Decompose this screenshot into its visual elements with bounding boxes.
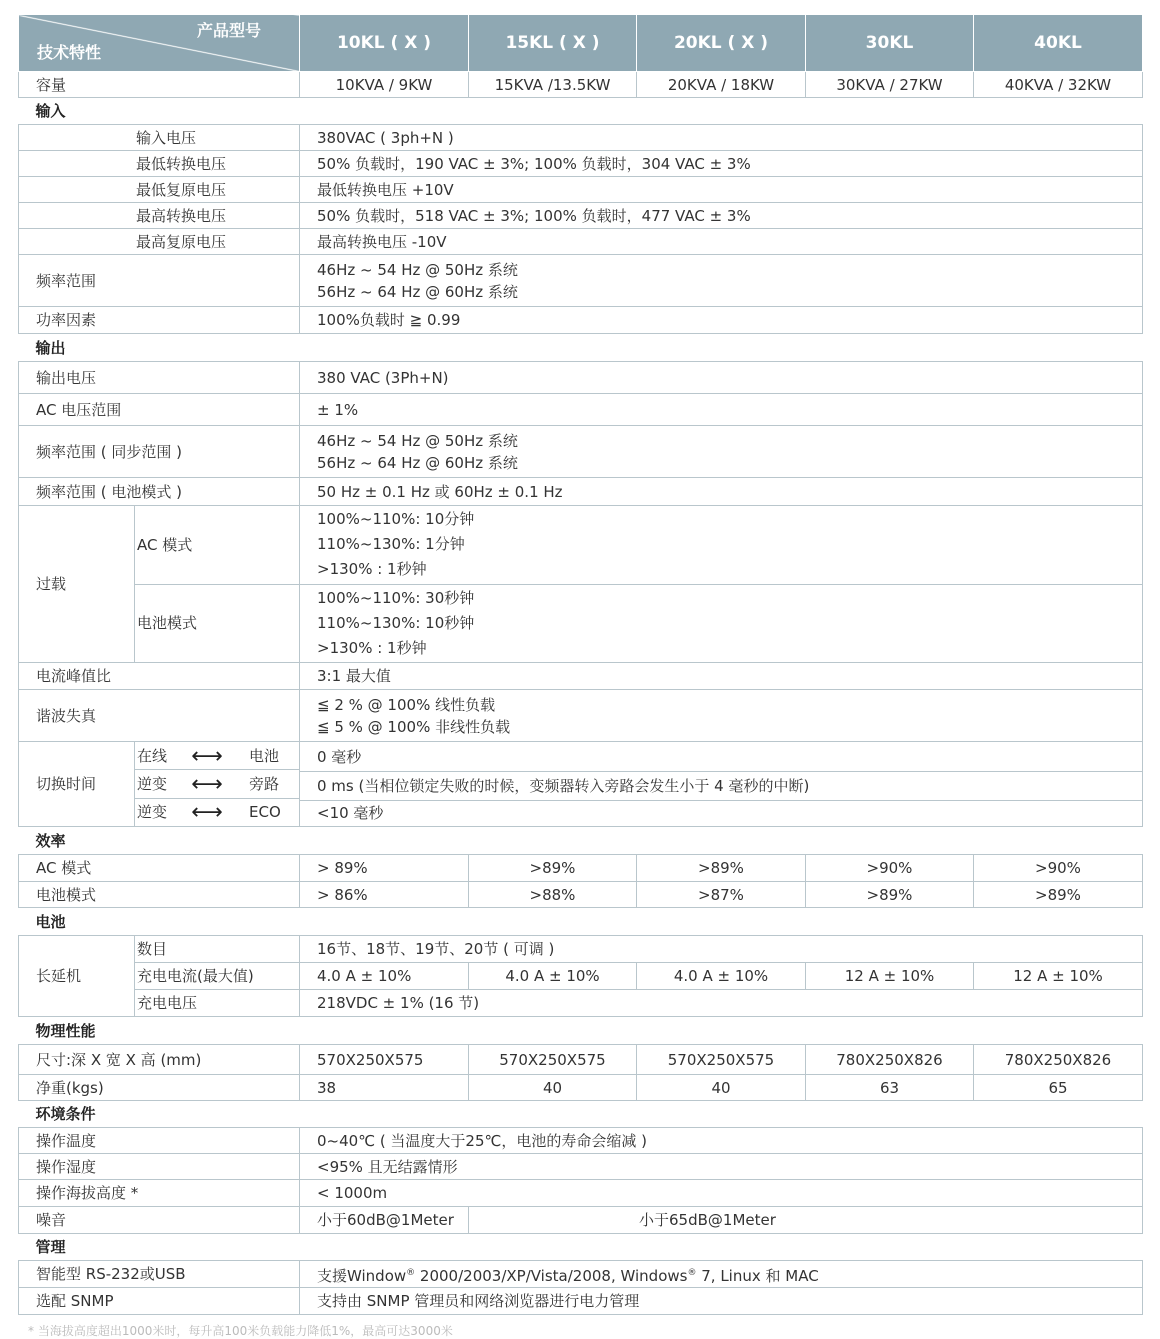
smart-rs232-row [19, 1261, 1143, 1288]
model-header-40kl: 40KL [974, 15, 1143, 72]
spec-value: 支持由 SNMP 管理员和网络浏览器进行电力管理 [300, 1288, 1143, 1315]
spec-value: 780X250X826 [806, 1045, 974, 1075]
spec-value [300, 255, 1143, 307]
transfer-label-cell [19, 742, 300, 827]
section-battery [19, 908, 1143, 936]
spec-value: 小于60dB@1Meter [300, 1207, 469, 1234]
spec-label: 频率范围 [19, 255, 300, 307]
spec-label: 最高复原电压 [19, 229, 300, 255]
spec-label: 噪音 [19, 1207, 300, 1234]
bidirectional-arrow-icon: ⟷ [191, 800, 223, 826]
spec-label: 净重(kgs) [19, 1075, 300, 1101]
capacity-value: 10KVA / 9KW [300, 72, 469, 98]
footnote: * 当海拔高度超出1000米时，每升高100米负载能力降低1%，最高可达3000米 [28, 1324, 453, 1338]
section-physical [19, 1017, 1143, 1045]
battery-count-row [19, 936, 1143, 963]
sub-label: 充电电压 [137, 994, 198, 1012]
spec-label: 切换时间 [19, 742, 135, 826]
spec-label: 操作温度 [19, 1128, 300, 1154]
min-transfer-voltage-row [19, 151, 1143, 177]
spec-label: 频率范围 ( 电池模式 ) [19, 478, 300, 506]
operating-temp-row [19, 1128, 1143, 1154]
value-line: ≦ 5 % @ 100% 非线性负载 [317, 717, 511, 736]
value-line: 110%~130%: 10秒钟 [317, 613, 475, 632]
spec-value: 570X250X575 [637, 1045, 806, 1075]
capacity-value: 40KVA / 32KW [974, 72, 1143, 98]
spec-value: <95% 且无结露情形 [300, 1154, 1143, 1180]
output-voltage-row [19, 362, 1143, 394]
spec-value: 38 [300, 1075, 469, 1101]
value-line: ≦ 2 % @ 100% 线性负载 [317, 695, 496, 714]
spec-value: 4.0 A ± 10% [300, 963, 469, 989]
capacity-value: 30KVA / 27KW [806, 72, 974, 98]
altitude-row [19, 1180, 1143, 1207]
transfer-from: 逆变 [137, 774, 168, 793]
capacity-value: 15KVA /13.5KW [469, 72, 637, 98]
spec-value: >89% [974, 882, 1143, 908]
spec-value: 380 VAC (3Ph+N) [300, 362, 1143, 394]
spec-value: 63 [806, 1075, 974, 1101]
spec-value: 0~40℃ ( 当温度大于25℃，电池的寿命会缩减 ) [300, 1128, 1143, 1154]
spec-value: >89% [806, 882, 974, 908]
spec-label: AC 模式 [19, 855, 300, 882]
input-voltage-row [19, 125, 1143, 151]
model-header-10kl: 10KL ( X ) [300, 15, 469, 72]
bidirectional-arrow-icon: ⟷ [191, 743, 223, 769]
spec-value: 12 A ± 10% [806, 963, 974, 989]
model-header-15kl: 15KL ( X ) [469, 15, 637, 72]
transfer-mode [135, 799, 299, 826]
section-efficiency [19, 827, 1143, 855]
spec-value [300, 1261, 1143, 1288]
spec-value: >89% [637, 855, 806, 882]
ac-voltage-range-row [19, 394, 1143, 426]
spec-value: 最高转换电压 -10V [300, 229, 1143, 255]
section-title: 管理 [19, 1234, 1143, 1261]
capacity-label: 容量 [19, 72, 300, 98]
value-line: >130% : 1秒钟 [317, 560, 427, 579]
overload-ac-row [19, 506, 1143, 585]
value-line: 46Hz ~ 54 Hz @ 50Hz 系统 [317, 431, 518, 450]
tech-spec-label: 技术特性 [37, 43, 102, 62]
capacity-row [19, 72, 1143, 98]
header-corner-cell [19, 15, 300, 72]
crest-factor-row [19, 663, 1143, 690]
spec-label: 频率范围 ( 同步范围 ) [19, 426, 300, 478]
section-environment [19, 1101, 1143, 1128]
sub-label: 电池模式 [137, 614, 198, 633]
registered-mark: ® [406, 1267, 416, 1278]
section-title: 物理性能 [19, 1017, 1143, 1045]
value-line: 100%~110%: 30秒钟 [317, 588, 475, 607]
model-header-20kl: 20KL ( X ) [637, 15, 806, 72]
spec-value: < 1000m [300, 1180, 1143, 1207]
spec-value: 218VDC ± 1% (16 节) [300, 989, 1143, 1016]
spec-label: 电池模式 [19, 882, 300, 908]
section-title: 电池 [19, 908, 1143, 936]
spec-value: >89% [469, 855, 637, 882]
spec-label: 过载 [19, 506, 135, 662]
spec-label: 功率因素 [19, 307, 300, 334]
output-freq-battery-row [19, 478, 1143, 506]
max-transfer-voltage-row [19, 203, 1143, 229]
spec-value: 570X250X575 [300, 1045, 469, 1075]
sub-label: AC 模式 [135, 506, 299, 585]
transfer-from: 逆变 [137, 803, 168, 822]
section-output [19, 334, 1143, 362]
transfer-to: 旁路 [249, 774, 280, 793]
spec-value: >90% [806, 855, 974, 882]
bidirectional-arrow-icon: ⟷ [191, 771, 223, 797]
spec-value: > 86% [300, 882, 469, 908]
value-line: >130% : 1秒钟 [317, 638, 427, 657]
spec-value: 40 [469, 1075, 637, 1101]
snmp-row [19, 1288, 1143, 1315]
spec-value [300, 426, 1143, 478]
spec-value: 100%负载时 ≧ 0.99 [300, 307, 1143, 334]
weight-row [19, 1075, 1143, 1101]
section-title: 输出 [19, 334, 1143, 362]
value-line: 56Hz ~ 64 Hz @ 60Hz 系统 [317, 453, 518, 472]
transfer-from: 在线 [137, 746, 168, 765]
max-recovery-voltage-row [19, 229, 1143, 255]
transfer-to: 电池 [249, 746, 280, 765]
spec-value: > 89% [300, 855, 469, 882]
value-line: 56Hz ~ 64 Hz @ 60Hz 系统 [317, 282, 518, 301]
dimensions-row [19, 1045, 1143, 1075]
value-text: 7, Linux 和 MAC [696, 1266, 819, 1285]
noise-row [19, 1207, 1143, 1234]
power-factor-row [19, 307, 1143, 334]
sub-label: 数目 [135, 936, 299, 963]
thd-row [19, 690, 1143, 742]
section-title: 输入 [19, 98, 1143, 125]
transfer-to: ECO [249, 803, 281, 822]
header-row [19, 15, 1143, 72]
spec-label: 智能型 RS-232或USB [19, 1261, 300, 1288]
battery-label-cell [19, 936, 300, 1017]
value-line: 110%~130%: 1分钟 [317, 535, 465, 554]
spec-label: 操作海拔高度 * [19, 1180, 300, 1207]
spec-label: 操作湿度 [19, 1154, 300, 1180]
section-input [19, 98, 1143, 125]
section-title: 环境条件 [19, 1101, 1143, 1128]
spec-value: ± 1% [300, 394, 1143, 426]
spec-value: >87% [637, 882, 806, 908]
product-model-label: 产品型号 [196, 21, 261, 40]
spec-value: >88% [469, 882, 637, 908]
spec-value: 570X250X575 [469, 1045, 637, 1075]
spec-value: 小于65dB@1Meter [469, 1207, 1143, 1234]
sub-label: 充电电流(最大值) [135, 963, 299, 990]
spec-label: 最低转换电压 [19, 151, 300, 177]
spec-value: 12 A ± 10% [974, 963, 1143, 989]
value-text: 2000/2003/XP/Vista/2008, Windows [415, 1266, 688, 1285]
spec-value: 3:1 最大值 [300, 663, 1143, 690]
value-line: 100%~110%: 10分钟 [317, 510, 475, 529]
spec-value: 0 ms (当相位锁定失败的时候，变频器转入旁路会发生小于 4 毫秒的中断) [300, 772, 1143, 800]
spec-table [18, 14, 1143, 1315]
transfer-online-battery-row [19, 742, 1143, 772]
spec-label: 输出电压 [19, 362, 300, 394]
input-frequency-row [19, 255, 1143, 307]
spec-label: AC 电压范围 [19, 394, 300, 426]
efficiency-battery-row [19, 882, 1143, 908]
transfer-mode [135, 770, 299, 798]
spec-value: 4.0 A ± 10% [637, 963, 806, 989]
overload-label-cell [19, 506, 300, 663]
spec-label: 尺寸:深 X 宽 X 高 (mm) [19, 1045, 300, 1075]
spec-value [300, 506, 1143, 585]
section-title: 效率 [19, 827, 1143, 855]
output-freq-sync-row [19, 426, 1143, 478]
spec-value: 65 [974, 1075, 1143, 1101]
efficiency-ac-row [19, 855, 1143, 882]
model-header-30kl: 30KL [806, 15, 974, 72]
spec-value: >90% [974, 855, 1143, 882]
capacity-value: 20KVA / 18KW [637, 72, 806, 98]
spec-label: 最高转换电压 [19, 203, 300, 229]
spec-value: 40 [637, 1075, 806, 1101]
spec-label: 选配 SNMP [19, 1288, 300, 1315]
spec-value [300, 690, 1143, 742]
value-line: 46Hz ~ 54 Hz @ 50Hz 系统 [317, 260, 518, 279]
spec-value [300, 584, 1143, 663]
operating-humidity-row [19, 1154, 1143, 1180]
spec-value: <10 毫秒 [300, 800, 1143, 826]
spec-value: 16节、18节、19节、20节 ( 可调 ) [300, 936, 1143, 963]
spec-value: 50 Hz ± 0.1 Hz 或 60Hz ± 0.1 Hz [300, 478, 1143, 506]
spec-value: 780X250X826 [974, 1045, 1143, 1075]
spec-label-text: 输入电压 [136, 128, 197, 147]
min-recovery-voltage-row [19, 177, 1143, 203]
spec-label: 长延机 [19, 936, 135, 1016]
spec-value: 最低转换电压 +10V [300, 177, 1143, 203]
spec-value: 50% 负载时，518 VAC ± 3%; 100% 负载时，477 VAC ± 3% [300, 203, 1143, 229]
value-text: 支援Window [317, 1266, 407, 1285]
spec-label: 电流峰值比 [19, 663, 300, 690]
spec-label: 最低复原电压 [19, 177, 300, 203]
transfer-mode [135, 742, 299, 770]
spec-value: 0 毫秒 [300, 742, 1143, 772]
spec-label [19, 125, 300, 151]
spec-value: 4.0 A ± 10% [469, 963, 637, 989]
registered-mark: ® [687, 1267, 697, 1278]
spec-label: 谐波失真 [19, 690, 300, 742]
spec-value: 380VAC ( 3ph+N ) [300, 125, 1143, 151]
spec-value: 50% 负载时，190 VAC ± 3%; 100% 负载时，304 VAC ± 3% [300, 151, 1143, 177]
section-management [19, 1234, 1143, 1261]
